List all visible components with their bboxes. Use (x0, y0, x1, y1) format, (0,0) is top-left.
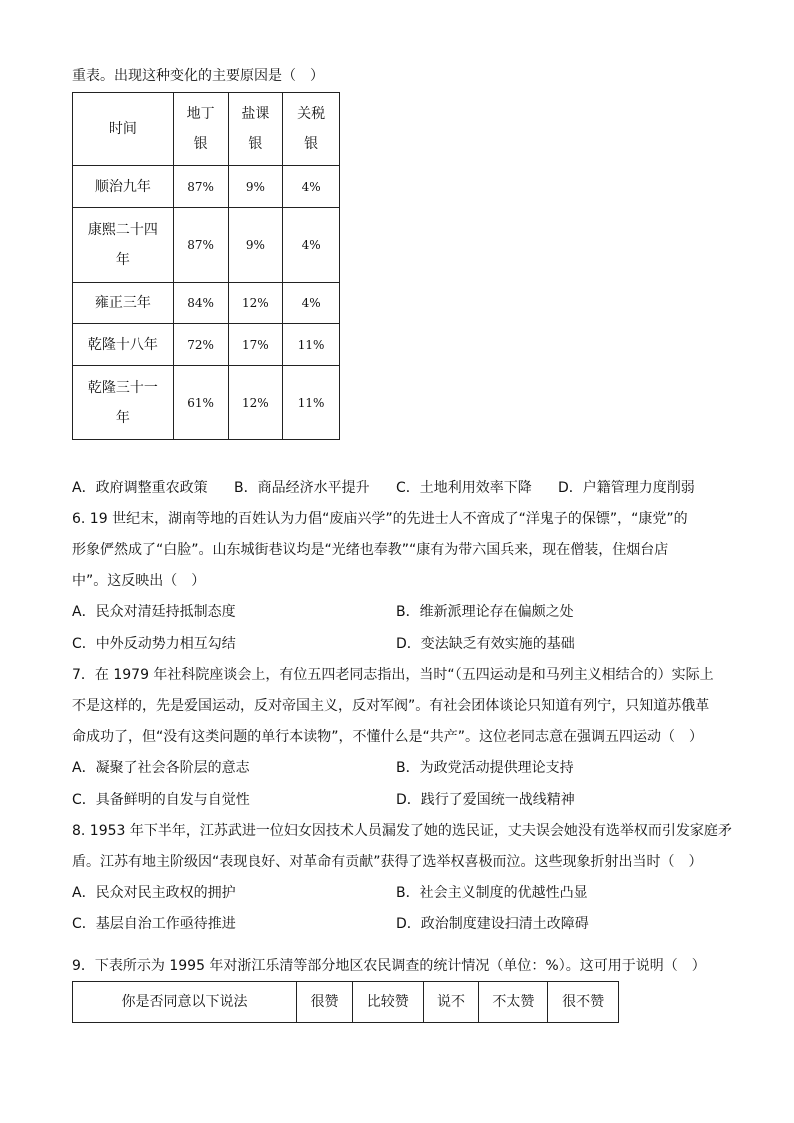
header-guanshui: 关税银 (283, 93, 340, 166)
header-time: 时间 (73, 93, 174, 166)
cell-value: 9% (228, 166, 283, 208)
cell-time: 雍正三年 (73, 283, 174, 324)
cell-value: 17% (228, 324, 283, 366)
q6-option-c[interactable]: C．中外反动势力相互勾结 (72, 636, 236, 652)
cell-value: 4% (283, 166, 340, 208)
q5-option-d[interactable]: D．户籍管理力度削弱 (558, 480, 695, 496)
cell-value: 12% (228, 366, 283, 440)
cell-value: 87% (173, 166, 228, 208)
table-row (73, 208, 340, 283)
q6-option-b[interactable]: B．维新派理论存在偏颇之处 (396, 604, 574, 620)
q8-option-d[interactable]: D．政治制度建设扫清土改障碍 (396, 916, 589, 932)
cell-time: 乾隆十八年 (73, 324, 174, 366)
header-yanke: 盐课银 (228, 93, 283, 166)
q5-stem-tail: 重表。出现这种变化的主要原因是（ ） (72, 68, 324, 84)
q5-option-b[interactable]: B．商品经济水平提升 (234, 480, 370, 496)
q6-option-d[interactable]: D．变法缺乏有效实施的基础 (396, 636, 575, 652)
survey-table (72, 981, 619, 1023)
cell-time: 顺治九年 (73, 166, 174, 208)
header-question: 你是否同意以下说法 (73, 982, 297, 1023)
q7-option-c[interactable]: C．具备鲜明的自发与自觉性 (72, 792, 250, 808)
q8-option-a[interactable]: A．民众对民主政权的拥护 (72, 885, 236, 901)
q8-option-c[interactable]: C．基层自治工作亟待推进 (72, 916, 236, 932)
q7-option-a[interactable]: A．凝聚了社会各阶层的意志 (72, 760, 250, 776)
header-option: 比较赞 (352, 982, 423, 1023)
table-row (73, 166, 340, 208)
cell-time: 康熙二十四年 (73, 208, 174, 283)
header-option: 很赞 (297, 982, 353, 1023)
cell-value: 11% (283, 324, 340, 366)
cell-value: 11% (283, 366, 340, 440)
q9-stem-line: 9．下表所示为 1995 年对浙江乐清等部分地区农民调查的统计情况（单位：%）。这可用于说明（ ） (72, 958, 706, 974)
q7-stem-line: 不是这样的，先是爱国运动，反对帝国主义，反对军阀”。有社会团体谈论只知道有列宁，只知道苏俄革 (72, 698, 710, 714)
cell-value: 4% (283, 283, 340, 324)
cell-value: 84% (173, 283, 228, 324)
q7-stem-line: 7．在 1979 年社科院座谈会上，有位五四老同志指出，当时“（五四运动是和马列主义相结合的）实际上 (72, 667, 714, 683)
q6-stem-line: 中”。这反映出（ ） (72, 573, 206, 589)
table-row (73, 324, 340, 366)
table-header-row (73, 982, 619, 1023)
table-row (73, 366, 340, 440)
header-diding: 地丁银 (173, 93, 228, 166)
header-option: 很不赞 (548, 982, 619, 1023)
cell-value: 87% (173, 208, 228, 283)
q8-stem-line: 盾。江苏有地主阶级因“表现良好、对革命有贡献”获得了选举权喜极而泣。这些现象折射出当时（ ） (72, 854, 703, 870)
q8-option-b[interactable]: B．社会主义制度的优越性凸显 (396, 885, 588, 901)
header-option: 不太赞 (479, 982, 548, 1023)
table-header-row (73, 93, 340, 166)
q5-option-c[interactable]: C．土地利用效率下降 (396, 480, 532, 496)
table-row (73, 283, 340, 324)
q7-option-d[interactable]: D．践行了爱国统一战线精神 (396, 792, 575, 808)
header-option: 说不 (423, 982, 479, 1023)
cell-value: 61% (173, 366, 228, 440)
cell-value: 4% (283, 208, 340, 283)
q7-stem-line: 命成功了，但“没有这类问题的单行本读物”，不懂什么是“共产”。这位老同志意在强调五四运动（ ） (72, 729, 704, 745)
q6-option-a[interactable]: A．民众对清廷持抵制态度 (72, 604, 236, 620)
q5-option-a[interactable]: A．政府调整重农政策 (72, 480, 208, 496)
tax-table (72, 92, 340, 440)
cell-value: 9% (228, 208, 283, 283)
cell-time: 乾隆三十一年 (73, 366, 174, 440)
q8-stem-line: 8. 1953 年下半年，江苏武进一位妇女因技术人员漏发了她的选民证，丈夫误会她没有选举权而引发家庭矛 (72, 823, 732, 839)
cell-value: 12% (228, 283, 283, 324)
q6-stem-line: 形象俨然成了“白脸”。山东城街巷议均是“光绪也奉教”“康有为带六国兵来，现在僧装，住烟台店 (72, 542, 669, 558)
q6-stem-line: 6. 19 世纪末，湖南等地的百姓认为力倡“废庙兴学”的先进士人不啻成了“洋鬼子的保镖”，“康党”的 (72, 511, 688, 527)
q7-option-b[interactable]: B．为政党活动提供理论支持 (396, 760, 574, 776)
cell-value: 72% (173, 324, 228, 366)
